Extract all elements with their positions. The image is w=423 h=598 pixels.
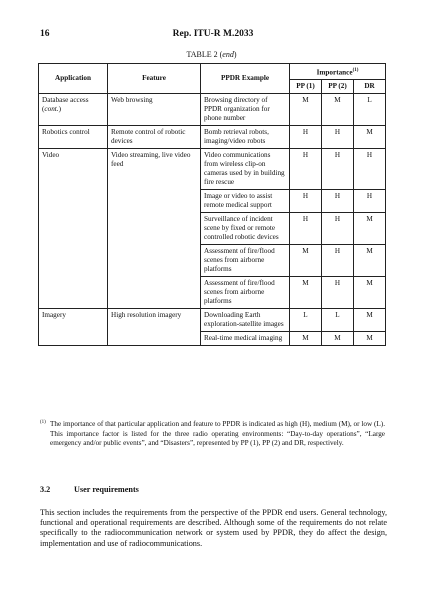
pp1-cell: L [290,309,322,332]
application-cell: Imagery [39,309,108,346]
table-row [39,94,386,126]
feature-cell: High resolution imagery [108,309,201,346]
table-caption: TABLE 2 (end) [186,50,237,59]
header-application: Application [39,64,108,94]
section-title: User requirements [74,485,139,494]
pp1-cell: M [290,94,322,126]
feature-cell: Remote control of robotic devices [108,126,201,149]
example-cell: Downloading Earth exploration-satellite images [201,309,290,332]
header-pp2: PP (2) [322,80,354,94]
pp1-cell: M [290,277,322,309]
pp2-cell: M [322,332,354,346]
pp2-cell: H [322,190,354,213]
pp2-cell: H [322,213,354,245]
dr-cell: M [354,277,386,309]
pp2-cell: H [322,277,354,309]
pp1-cell: H [290,213,322,245]
document-reference: Rep. ITU-R M.2033 [172,29,254,39]
dr-cell: H [354,149,386,190]
section-number: 3.2 [40,485,51,494]
pp2-cell: H [322,245,354,277]
pp2-cell: H [322,126,354,149]
header-pp1: PP (1) [290,80,322,94]
pp2-cell: M [322,94,354,126]
pp2-cell: L [322,309,354,332]
feature-cell: Web browsing [108,94,201,126]
table-footnote [40,420,385,449]
footnote-mark: (1) [40,420,46,425]
example-cell: Image or video to assist remote medical support [201,190,290,213]
pp1-cell: H [290,190,322,213]
header-importance: Importance$^{(1)}$ [290,64,386,80]
header-feature: Feature [108,64,201,94]
table-row [39,126,386,149]
dr-cell: M [354,126,386,149]
application-cell: Database access (cont.) [39,94,108,126]
page-number: 16 [40,29,50,39]
requirements-table [38,63,386,346]
feature-cell: Video streaming, live video feed [108,149,201,309]
header-ppdr-example: PPDR Example [201,64,290,94]
example-cell: Browsing directory of PPDR organization for phone number [201,94,290,126]
pp1-cell: M [290,245,322,277]
dr-cell: M [354,309,386,332]
table-row [39,149,386,190]
example-cell: Video communications from wireless clip-on cameras used by in building fire rescue [201,149,290,190]
footnote-text: The importance of that particular application and feature to PPDR is indicated as high (H), medium (M), or low (L). This importance factor is listed for the three radio operating environments: “Day-to-day operations”, “Large emergency and/or public events”, and “Disasters”, represented by PP (1), PP (2) and DR, respectively. [50,420,385,447]
dr-cell: M [354,213,386,245]
example-cell: Surveillance of incident scene by fixed or remote controlled robotic devices [201,213,290,245]
header-dr: DR [354,80,386,94]
example-cell: Assessment of fire/flood scenes from airborne platforms [201,277,290,309]
dr-cell: L [354,94,386,126]
application-cell: Video [39,149,108,309]
table-row [39,309,386,332]
section-paragraph: This section includes the requirements from the perspective of the PPDR end users. General technology, functional and operational requirements are described. Although some of the requirements do not relate specifically to the radiocommunication network or system used by PPDR, they do affect the design, implementation and use of radiocommunications. [40,508,387,548]
pp1-cell: H [290,149,322,190]
example-cell: Bomb retrieval robots, imaging/video robots [201,126,290,149]
pp1-cell: M [290,332,322,346]
dr-cell: M [354,332,386,346]
page-header [40,29,386,41]
example-cell: Real-time medical imaging [201,332,290,346]
application-cell: Robotics control [39,126,108,149]
dr-cell: H [354,190,386,213]
dr-cell: M [354,245,386,277]
section-heading [40,485,139,494]
pp1-cell: H [290,126,322,149]
example-cell: Assessment of fire/flood scenes from airborne platforms [201,245,290,277]
pp2-cell: H [322,149,354,190]
